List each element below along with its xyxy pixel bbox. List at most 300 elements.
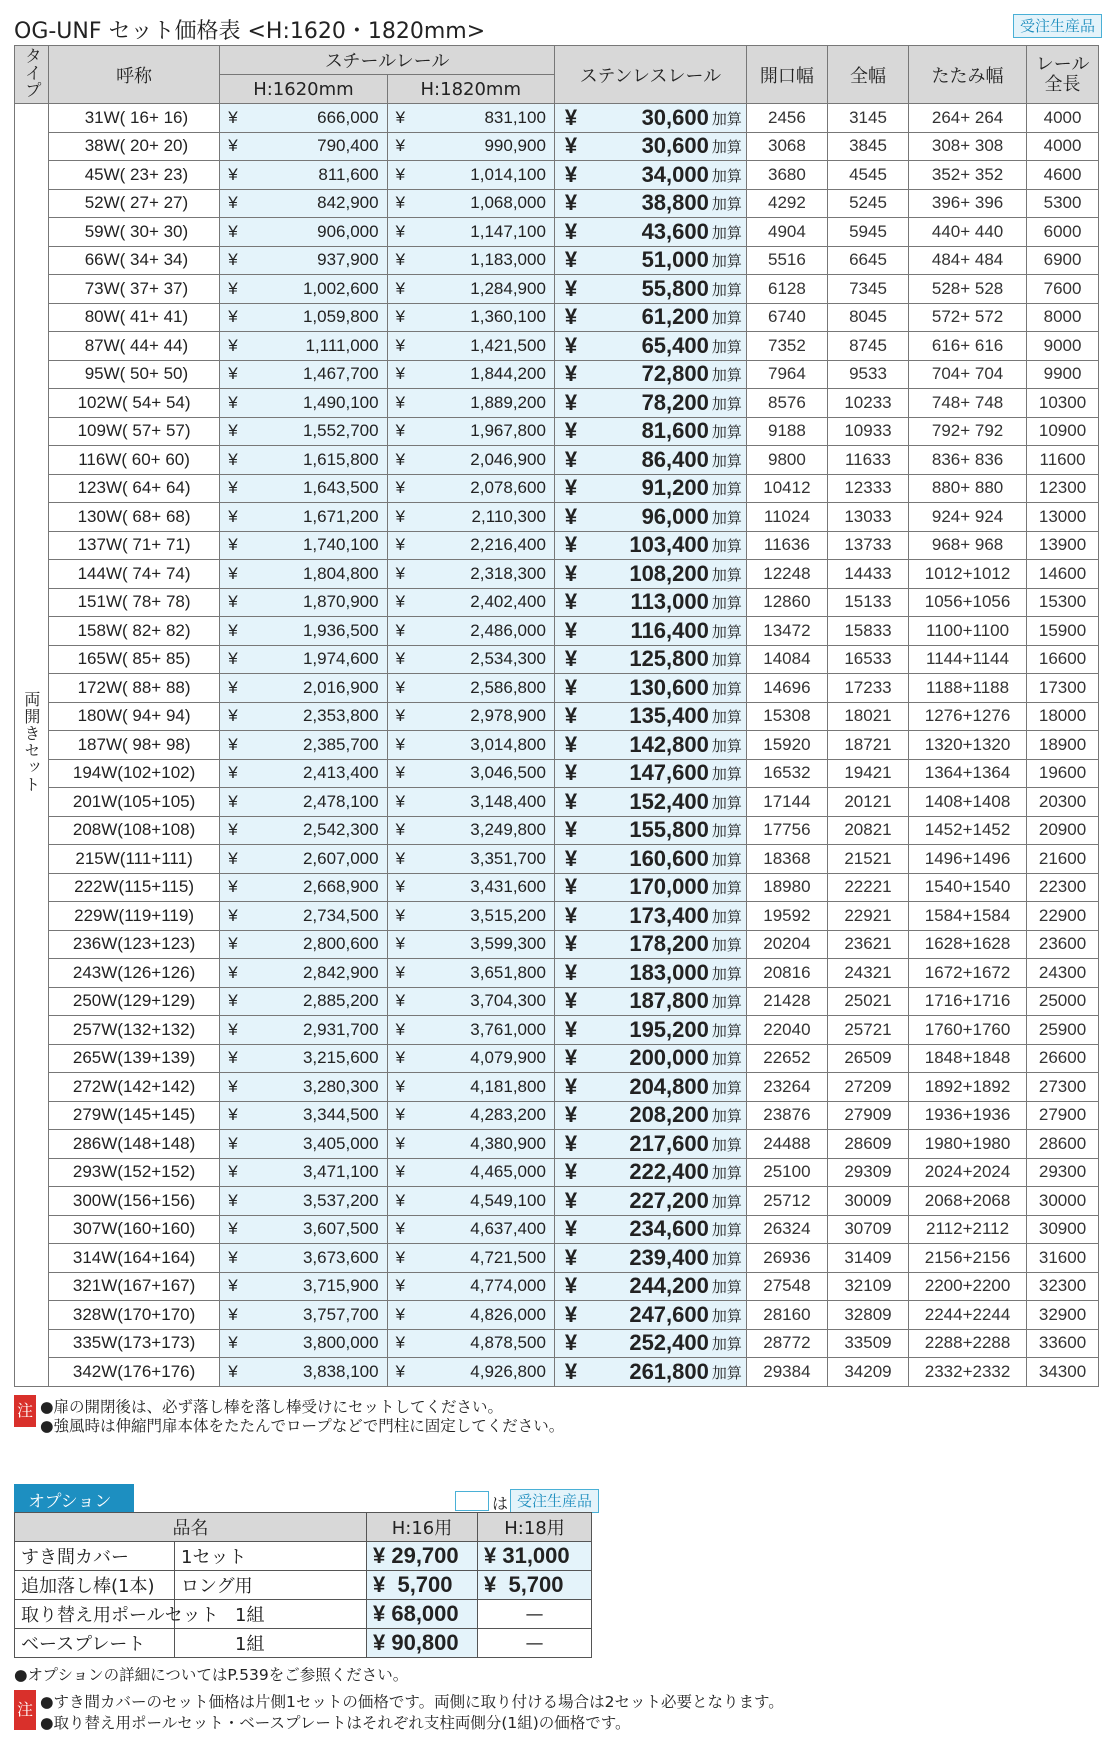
yen-symbol: ¥ xyxy=(228,164,238,184)
folded-width: 2288+2288 xyxy=(909,1329,1027,1358)
amount: 1,421,500 xyxy=(470,335,546,355)
yen-symbol: ¥ xyxy=(228,278,238,298)
addition-suffix: 加算 xyxy=(711,595,742,613)
amount: 4,826,000 xyxy=(470,1304,546,1324)
folded-width: 1100+1100 xyxy=(909,617,1027,646)
amount: 4,878,500 xyxy=(470,1333,546,1353)
opt-unit: ロング用 xyxy=(175,1571,367,1600)
amount: 1,804,800 xyxy=(302,563,379,583)
yen-symbol: ¥ xyxy=(395,563,406,583)
table-row xyxy=(15,1101,1099,1130)
amount: 1,111,000 xyxy=(305,335,379,355)
rail-length: 33600 xyxy=(1027,1329,1099,1358)
amount: 4,283,200 xyxy=(470,1105,546,1125)
amount: 937,900 xyxy=(317,250,379,270)
yen-symbol: ¥ xyxy=(564,1244,578,1270)
folded-width: 704+ 704 xyxy=(909,360,1027,389)
yen-symbol: ¥ xyxy=(228,506,238,526)
table-row xyxy=(15,1016,1099,1045)
yen-symbol: ¥ xyxy=(228,478,238,498)
opt-name: 追加落し棒(1本) xyxy=(15,1571,175,1600)
yen-symbol: ¥ xyxy=(564,361,578,387)
amount: 3,431,600 xyxy=(470,877,546,897)
row-name: 123W( 64+ 64) xyxy=(48,474,219,503)
amount: 2,607,000 xyxy=(302,848,379,868)
total-width: 17233 xyxy=(827,674,908,703)
addition-suffix: 加算 xyxy=(711,1136,742,1154)
price-stainless xyxy=(554,702,746,731)
amount: 3,046,500 xyxy=(470,763,546,783)
table-row xyxy=(15,1044,1099,1073)
yen-symbol: ¥ xyxy=(228,592,238,612)
amount: 135,400 xyxy=(629,703,709,729)
yen-symbol: ¥ xyxy=(564,731,578,757)
table-row xyxy=(15,902,1099,931)
opt-header-h16: H:16用 xyxy=(367,1513,478,1542)
price-h1620 xyxy=(220,446,387,475)
opening-width: 4904 xyxy=(746,218,827,247)
opening-width: 9188 xyxy=(746,417,827,446)
folded-width: 1848+1848 xyxy=(909,1044,1027,1073)
yen-symbol: ¥ xyxy=(228,877,238,897)
folded-width: 1012+1012 xyxy=(909,560,1027,589)
note-mark: 注 xyxy=(14,1395,36,1427)
price-h1820 xyxy=(387,1044,554,1073)
price-h1820 xyxy=(387,1158,554,1187)
price-h1620 xyxy=(220,759,387,788)
amount: 200,000 xyxy=(629,1045,709,1071)
rail-length: 9000 xyxy=(1027,332,1099,361)
row-name: 187W( 98+ 98) xyxy=(48,731,219,760)
rail-length: 15300 xyxy=(1027,588,1099,617)
yen-symbol: ¥ xyxy=(564,617,578,643)
folded-width: 396+ 396 xyxy=(909,189,1027,218)
options-table xyxy=(14,1512,592,1658)
price-h1620 xyxy=(220,617,387,646)
options-label: オプション xyxy=(14,1484,134,1515)
price-h1620 xyxy=(220,1215,387,1244)
row-name: 293W(152+152) xyxy=(48,1158,219,1187)
rail-length: 25000 xyxy=(1027,987,1099,1016)
opening-width: 25100 xyxy=(746,1158,827,1187)
addition-suffix: 加算 xyxy=(711,110,742,128)
table-row xyxy=(15,759,1099,788)
price-stainless xyxy=(554,873,746,902)
amount: 1,974,600 xyxy=(302,649,379,669)
row-name: 279W(145+145) xyxy=(48,1101,219,1130)
total-width: 31409 xyxy=(827,1244,908,1273)
yen-symbol: ¥ xyxy=(395,877,406,897)
opening-width: 19592 xyxy=(746,902,827,931)
amount: 43,600 xyxy=(641,218,709,244)
price-h1620 xyxy=(220,731,387,760)
row-name: 59W( 30+ 30) xyxy=(48,218,219,247)
yen-symbol: ¥ xyxy=(564,988,578,1014)
amount: 204,800 xyxy=(629,1073,709,1099)
price-h1820 xyxy=(387,1272,554,1301)
row-name: 52W( 27+ 27) xyxy=(48,189,219,218)
note-line-2: ●強風時は伸縮門扉本体をたたんでロープなどで門柱に固定してください。 xyxy=(40,1417,565,1435)
price-h1620 xyxy=(220,303,387,332)
price-stainless xyxy=(554,1215,746,1244)
opening-width: 27548 xyxy=(746,1272,827,1301)
yen-symbol: ¥ xyxy=(395,535,406,555)
addition-suffix: 加算 xyxy=(711,224,742,242)
total-width: 11633 xyxy=(827,446,908,475)
rail-length: 23600 xyxy=(1027,930,1099,959)
rail-length: 10300 xyxy=(1027,389,1099,418)
rail-length: 21600 xyxy=(1027,845,1099,874)
opening-width: 10412 xyxy=(746,474,827,503)
row-name: 144W( 74+ 74) xyxy=(48,560,219,589)
amount: 842,900 xyxy=(317,193,379,213)
yen-symbol: ¥ xyxy=(228,1276,238,1296)
opt-unit: 1セット xyxy=(175,1542,367,1571)
addition-suffix: 加算 xyxy=(711,851,742,869)
row-name: 257W(132+132) xyxy=(48,1016,219,1045)
row-name: 342W(176+176) xyxy=(48,1358,219,1387)
yen-symbol: ¥ xyxy=(395,1361,406,1381)
addition-suffix: 加算 xyxy=(711,794,742,812)
total-width: 25721 xyxy=(827,1016,908,1045)
amount: 55,800 xyxy=(641,275,709,301)
total-width: 13733 xyxy=(827,531,908,560)
total-width: 19421 xyxy=(827,759,908,788)
amount: 222,400 xyxy=(629,1159,709,1185)
amount: 1,183,000 xyxy=(470,250,546,270)
opening-width: 20204 xyxy=(746,930,827,959)
amount: 2,110,300 xyxy=(471,506,546,526)
rail-length: 22300 xyxy=(1027,873,1099,902)
total-width: 14433 xyxy=(827,560,908,589)
addition-suffix: 加算 xyxy=(711,1364,742,1382)
yen-symbol: ¥ xyxy=(228,734,238,754)
folded-width: 1056+1056 xyxy=(909,588,1027,617)
price-h1620 xyxy=(220,1187,387,1216)
folded-width: 2244+2244 xyxy=(909,1301,1027,1330)
table-row xyxy=(15,987,1099,1016)
yen-symbol: ¥ xyxy=(564,1330,578,1356)
rail-length: 20300 xyxy=(1027,788,1099,817)
folded-width: 1320+1320 xyxy=(909,731,1027,760)
amount: 4,926,800 xyxy=(470,1361,546,1381)
price-h1620 xyxy=(220,246,387,275)
yen-symbol: ¥ xyxy=(228,136,238,156)
yen-symbol: ¥ xyxy=(395,278,406,298)
row-name: 95W( 50+ 50) xyxy=(48,360,219,389)
rail-length: 27900 xyxy=(1027,1101,1099,1130)
table-row xyxy=(15,1215,1099,1244)
rail-length: 11600 xyxy=(1027,446,1099,475)
yen-symbol: ¥ xyxy=(395,991,406,1011)
price-h1620 xyxy=(220,816,387,845)
yen-symbol: ¥ xyxy=(395,734,406,754)
yen-symbol: ¥ xyxy=(395,1105,406,1125)
row-name: 321W(167+167) xyxy=(48,1272,219,1301)
amount: 187,800 xyxy=(629,988,709,1014)
yen-symbol: ¥ xyxy=(395,164,406,184)
rail-length: 7600 xyxy=(1027,275,1099,304)
opening-width: 7964 xyxy=(746,360,827,389)
yen-symbol: ¥ xyxy=(564,674,578,700)
yen-symbol: ¥ xyxy=(395,364,406,384)
total-width: 8745 xyxy=(827,332,908,361)
yen-symbol: ¥ xyxy=(564,931,578,957)
price-h1820 xyxy=(387,674,554,703)
price-h1820 xyxy=(387,389,554,418)
price-h1620 xyxy=(220,132,387,161)
rail-length: 30000 xyxy=(1027,1187,1099,1216)
folded-width: 440+ 440 xyxy=(909,218,1027,247)
price-stainless xyxy=(554,1329,746,1358)
amount: 666,000 xyxy=(317,107,379,127)
addition-suffix: 加算 xyxy=(711,709,742,727)
yen-symbol: ¥ xyxy=(564,418,578,444)
header-opening-width: 開口幅 xyxy=(746,46,827,104)
addition-suffix: 加算 xyxy=(711,1222,742,1240)
amount: 4,465,000 xyxy=(470,1162,546,1182)
row-name: 116W( 60+ 60) xyxy=(48,446,219,475)
row-name: 87W( 44+ 44) xyxy=(48,332,219,361)
amount: 1,967,800 xyxy=(470,421,546,441)
table-row xyxy=(15,959,1099,988)
yen-symbol: ¥ xyxy=(395,449,406,469)
amount: 142,800 xyxy=(629,731,709,757)
yen-symbol: ¥ xyxy=(228,563,238,583)
price-h1620 xyxy=(220,560,387,589)
opt-price-h18: — xyxy=(478,1629,592,1658)
price-h1820 xyxy=(387,645,554,674)
amount: 3,704,300 xyxy=(470,991,546,1011)
price-stainless xyxy=(554,446,746,475)
amount: 2,486,000 xyxy=(470,620,546,640)
total-width: 23621 xyxy=(827,930,908,959)
amount: 3,800,000 xyxy=(302,1333,379,1353)
opening-width: 15308 xyxy=(746,702,827,731)
table-row xyxy=(15,503,1099,532)
row-name: 307W(160+160) xyxy=(48,1215,219,1244)
total-width: 16533 xyxy=(827,645,908,674)
amount: 81,600 xyxy=(641,418,709,444)
amount: 195,200 xyxy=(629,1016,709,1042)
folded-width: 616+ 616 xyxy=(909,332,1027,361)
addition-suffix: 加算 xyxy=(711,310,742,328)
opening-width: 18980 xyxy=(746,873,827,902)
amount: 72,800 xyxy=(641,361,709,387)
opt-price-h18: ¥ 5,700 xyxy=(478,1571,592,1600)
rail-length: 19600 xyxy=(1027,759,1099,788)
price-stainless xyxy=(554,816,746,845)
row-name: 180W( 94+ 94) xyxy=(48,702,219,731)
price-h1820 xyxy=(387,132,554,161)
price-stainless xyxy=(554,987,746,1016)
yen-symbol: ¥ xyxy=(395,193,406,213)
yen-symbol: ¥ xyxy=(228,335,238,355)
folded-width: 836+ 836 xyxy=(909,446,1027,475)
amount: 30,600 xyxy=(641,133,709,159)
amount: 3,351,700 xyxy=(470,848,546,868)
addition-suffix: 加算 xyxy=(711,965,742,983)
yen-symbol: ¥ xyxy=(564,104,578,130)
amount: 116,400 xyxy=(630,617,709,643)
row-name: 222W(115+115) xyxy=(48,873,219,902)
addition-suffix: 加算 xyxy=(711,1022,742,1040)
amount: 2,413,400 xyxy=(302,763,379,783)
table-row xyxy=(15,645,1099,674)
amount: 239,400 xyxy=(629,1244,709,1270)
opening-width: 4292 xyxy=(746,189,827,218)
yen-symbol: ¥ xyxy=(228,1219,238,1239)
opening-width: 23264 xyxy=(746,1073,827,1102)
amount: 2,542,300 xyxy=(302,820,379,840)
yen-symbol: ¥ xyxy=(228,1105,238,1125)
addition-suffix: 加算 xyxy=(711,652,742,670)
yen-symbol: ¥ xyxy=(564,1273,578,1299)
yen-symbol: ¥ xyxy=(228,848,238,868)
rail-length: 15900 xyxy=(1027,617,1099,646)
legend-badge: 受注生産品 xyxy=(510,1489,599,1513)
total-width: 5245 xyxy=(827,189,908,218)
addition-suffix: 加算 xyxy=(711,538,742,556)
amount: 208,200 xyxy=(629,1102,709,1128)
row-name: 151W( 78+ 78) xyxy=(48,588,219,617)
total-width: 9533 xyxy=(827,360,908,389)
row-name: 109W( 57+ 57) xyxy=(48,417,219,446)
addition-suffix: 加算 xyxy=(711,1250,742,1268)
row-name: 229W(119+119) xyxy=(48,902,219,931)
yen-symbol: ¥ xyxy=(564,1073,578,1099)
price-table xyxy=(14,45,1099,1387)
yen-symbol: ¥ xyxy=(564,247,578,273)
yen-symbol: ¥ xyxy=(564,959,578,985)
opening-width: 2456 xyxy=(746,104,827,133)
opt-row xyxy=(15,1542,592,1571)
opt-row xyxy=(15,1600,592,1629)
folded-width: 1540+1540 xyxy=(909,873,1027,902)
price-h1820 xyxy=(387,246,554,275)
header-type: タイプ xyxy=(15,46,49,104)
price-stainless xyxy=(554,617,746,646)
row-name: 31W( 16+ 16) xyxy=(48,104,219,133)
addition-suffix: 加算 xyxy=(711,1307,742,1325)
amount: 2,534,300 xyxy=(470,649,546,669)
opt-name: ベースプレート xyxy=(15,1629,175,1658)
yen-symbol: ¥ xyxy=(395,1219,406,1239)
amount: 3,515,200 xyxy=(470,905,546,925)
folded-width: 1144+1144 xyxy=(909,645,1027,674)
amount: 147,600 xyxy=(629,760,709,786)
amount: 61,200 xyxy=(641,304,709,330)
page-title: OG-UNF セット価格表 <H:1620・1820mm> xyxy=(14,19,486,44)
yen-symbol: ¥ xyxy=(564,1301,578,1327)
opening-width: 3680 xyxy=(746,161,827,190)
addition-suffix: 加算 xyxy=(711,281,742,299)
opening-width: 29384 xyxy=(746,1358,827,1387)
row-name: 215W(111+111) xyxy=(48,845,219,874)
folded-width: 1716+1716 xyxy=(909,987,1027,1016)
option-note-mark: 注 xyxy=(14,1690,36,1730)
total-width: 20121 xyxy=(827,788,908,817)
amount: 2,978,900 xyxy=(470,706,546,726)
amount: 34,000 xyxy=(641,161,709,187)
price-h1620 xyxy=(220,417,387,446)
table-row xyxy=(15,1130,1099,1159)
yen-symbol: ¥ xyxy=(228,1133,238,1153)
yen-symbol: ¥ xyxy=(395,335,406,355)
amount: 3,405,000 xyxy=(302,1133,379,1153)
yen-symbol: ¥ xyxy=(395,250,406,270)
price-h1620 xyxy=(220,1130,387,1159)
opening-width: 17756 xyxy=(746,816,827,845)
rail-length: 16600 xyxy=(1027,645,1099,674)
price-h1820 xyxy=(387,360,554,389)
price-stainless xyxy=(554,1187,746,1216)
total-width: 8045 xyxy=(827,303,908,332)
table-row xyxy=(15,1073,1099,1102)
yen-symbol: ¥ xyxy=(395,307,406,327)
price-stainless xyxy=(554,161,746,190)
total-width: 24321 xyxy=(827,959,908,988)
folded-width: 572+ 572 xyxy=(909,303,1027,332)
folded-width: 1364+1364 xyxy=(909,759,1027,788)
opening-width: 14696 xyxy=(746,674,827,703)
folded-width: 1936+1936 xyxy=(909,1101,1027,1130)
yen-symbol: ¥ xyxy=(395,848,406,868)
opt-unit: 1組 xyxy=(175,1600,367,1629)
opt-price-h16: ¥ 68,000 xyxy=(367,1600,478,1629)
price-h1820 xyxy=(387,731,554,760)
rail-length: 26600 xyxy=(1027,1044,1099,1073)
type-label xyxy=(15,104,49,1387)
opt-name: 取り替え用ポールセット xyxy=(15,1600,175,1629)
rail-length: 30900 xyxy=(1027,1215,1099,1244)
yen-symbol: ¥ xyxy=(564,532,578,558)
yen-symbol: ¥ xyxy=(228,962,238,982)
yen-symbol: ¥ xyxy=(564,218,578,244)
table-row xyxy=(15,873,1099,902)
amount: 1,889,200 xyxy=(470,392,546,412)
table-row xyxy=(15,816,1099,845)
table-row xyxy=(15,560,1099,589)
amount: 2,046,900 xyxy=(470,449,546,469)
yen-symbol: ¥ xyxy=(564,874,578,900)
yen-symbol: ¥ xyxy=(395,1304,406,1324)
addition-suffix: 加算 xyxy=(711,1165,742,1183)
yen-symbol: ¥ xyxy=(228,107,238,127)
table-row xyxy=(15,161,1099,190)
row-name: 38W( 20+ 20) xyxy=(48,132,219,161)
price-stainless xyxy=(554,104,746,133)
price-h1820 xyxy=(387,1358,554,1387)
folded-width: 2200+2200 xyxy=(909,1272,1027,1301)
folded-width: 1584+1584 xyxy=(909,902,1027,931)
amount: 3,651,800 xyxy=(470,962,546,982)
yen-symbol: ¥ xyxy=(228,934,238,954)
price-h1820 xyxy=(387,873,554,902)
price-h1820 xyxy=(387,189,554,218)
price-h1620 xyxy=(220,1016,387,1045)
amount: 1,147,100 xyxy=(470,221,546,241)
price-h1820 xyxy=(387,275,554,304)
table-row xyxy=(15,674,1099,703)
yen-symbol: ¥ xyxy=(228,449,238,469)
opt-header-h18: H:18用 xyxy=(478,1513,592,1542)
price-h1620 xyxy=(220,873,387,902)
price-stainless xyxy=(554,417,746,446)
amount: 1,643,500 xyxy=(302,478,379,498)
yen-symbol: ¥ xyxy=(564,560,578,586)
yen-symbol: ¥ xyxy=(228,820,238,840)
